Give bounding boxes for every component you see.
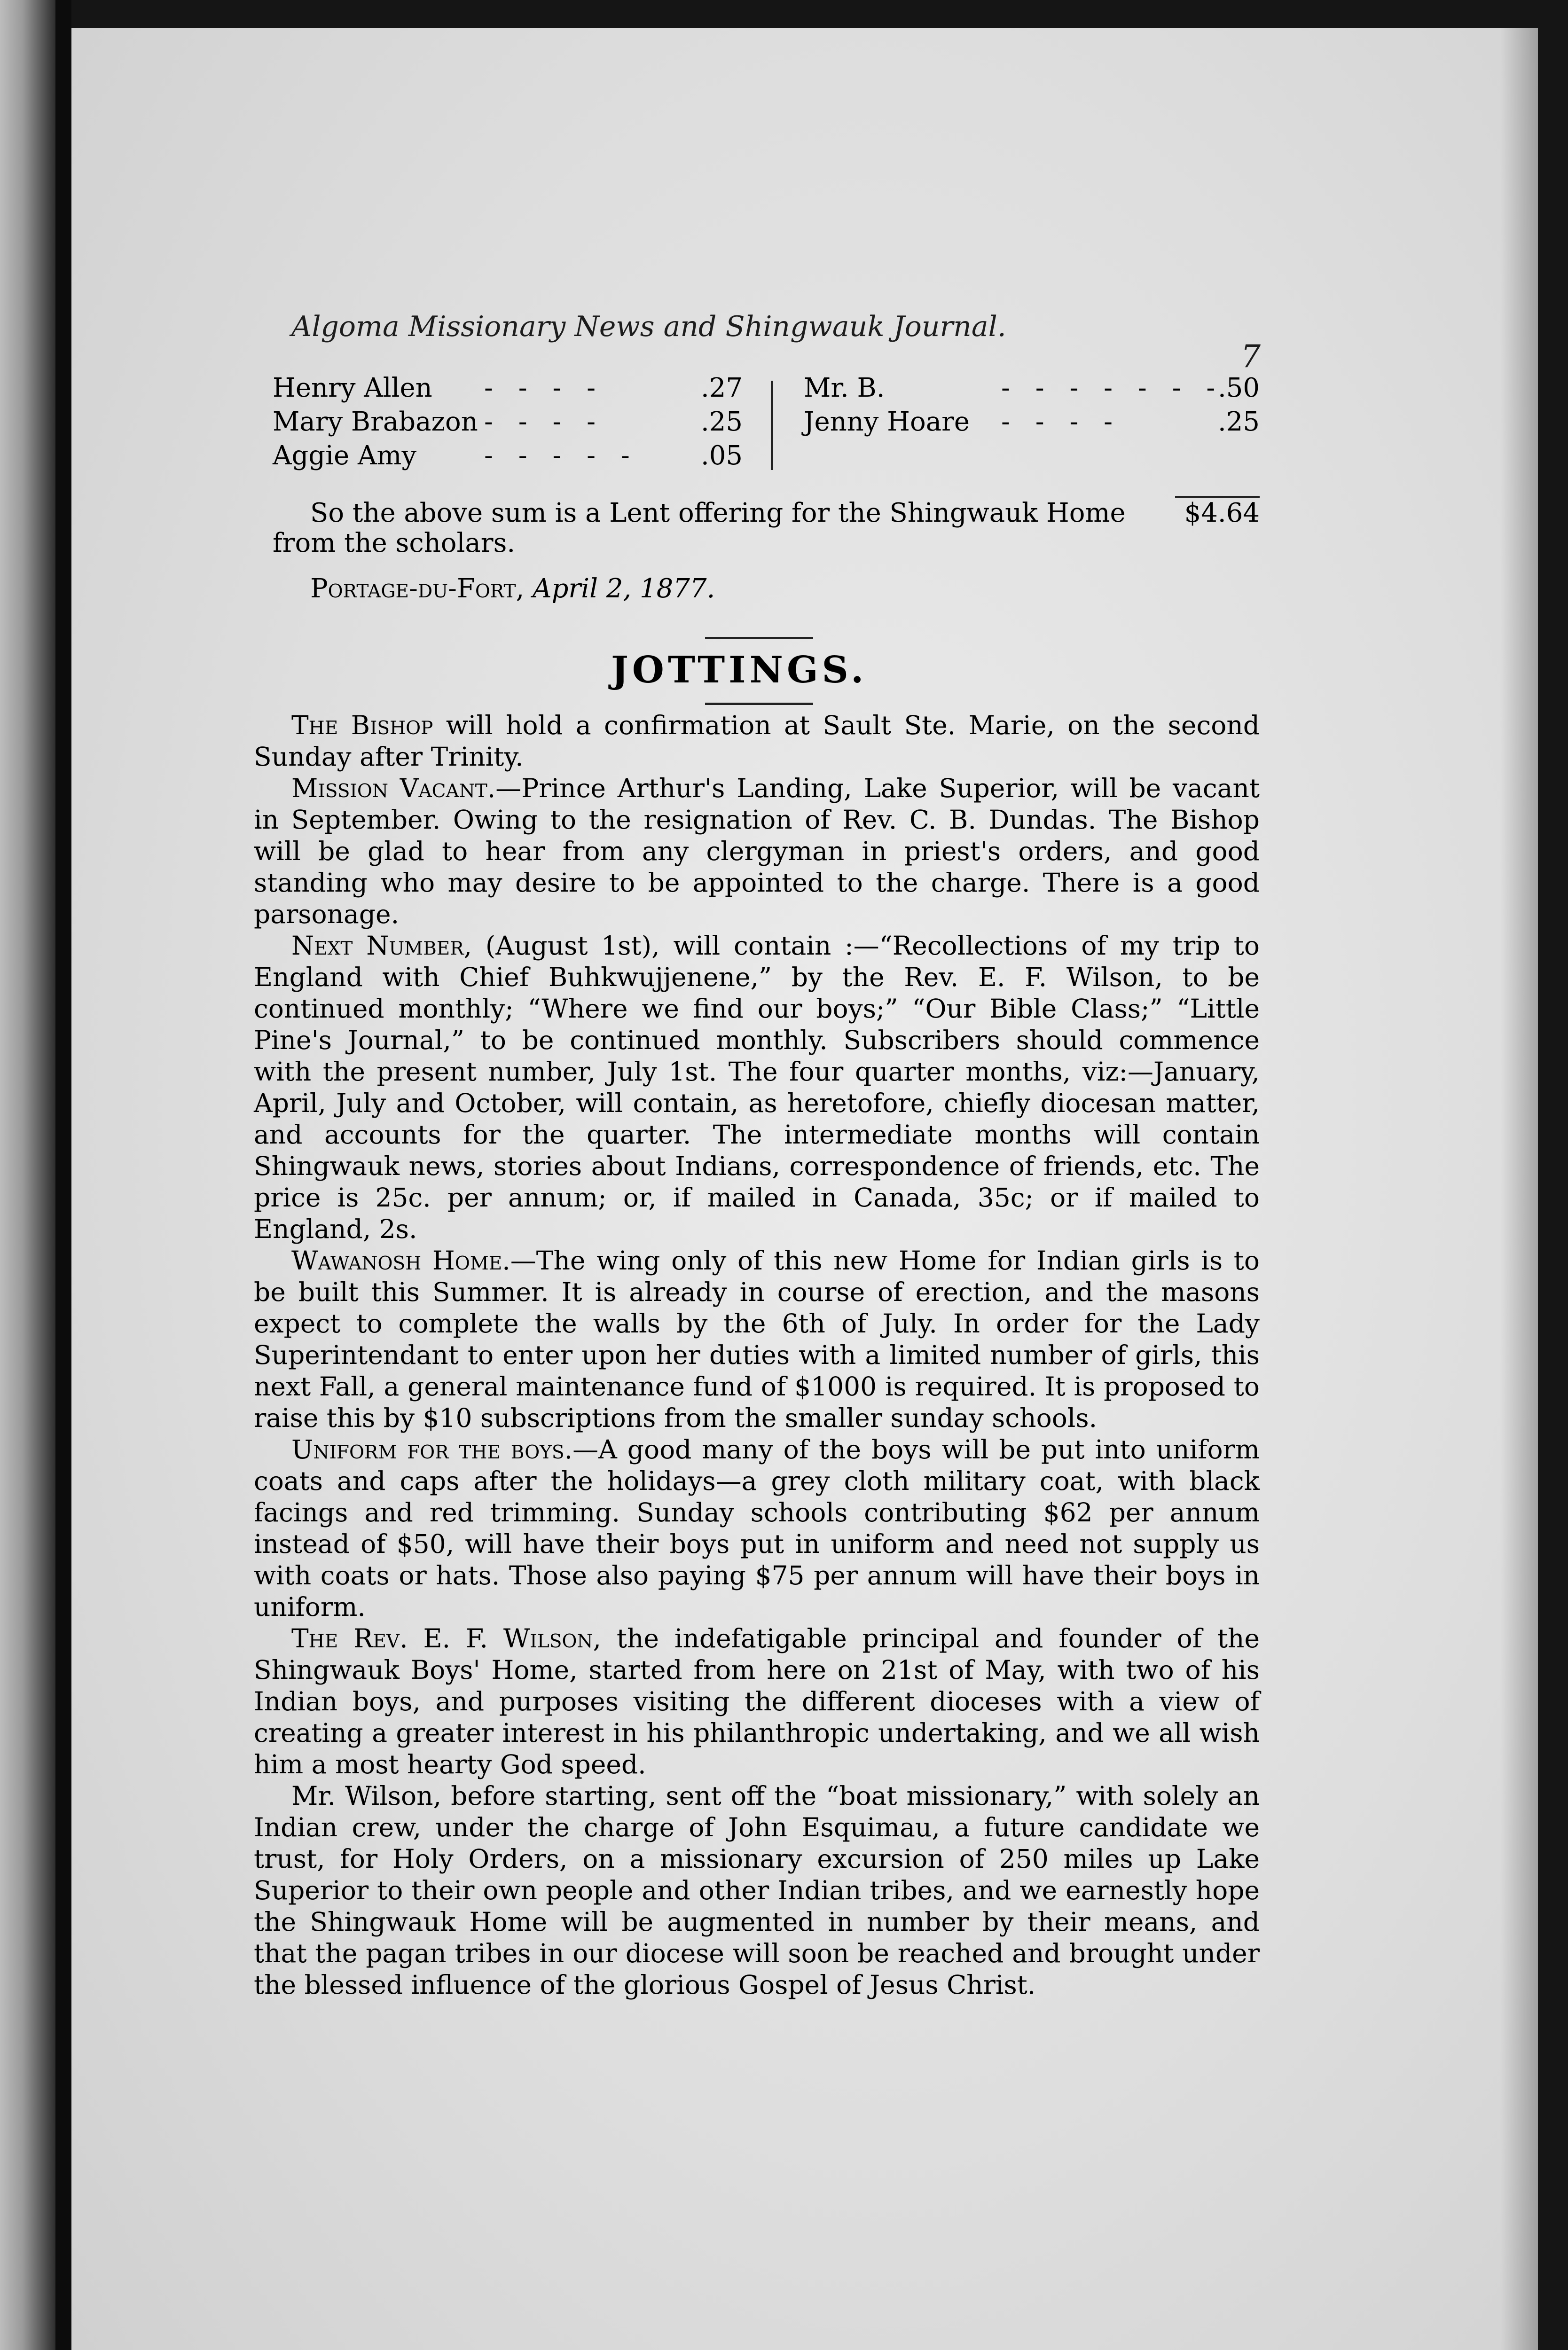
leader-dots: - - - - [1001,407,1121,437]
paragraph-lead: Next Number, [291,931,472,961]
heading-rule-bottom [705,703,813,705]
paragraph-text: (August 1st), will contain :—“Recollections of my trip to England with Chief Buhkwujjenene,” by the Rev. E. F. Wilson, to be continued monthly; “Where we find our boys;” “Our Bible Class;” “Little Pine's Journal,” to be continued monthly. Subscribers should commence with the present number, July 1st. The four quarter months, viz:—January, April, July and October, will contain, as heretofore, chiefly diocesan matter, and accounts for the quarter. The intermediate months will contain Shingwauk news, stories about Indians, correspondence of friends, etc. The price is 25c. per annum; or, if mailed in Canada, 35c; or if mailed to England, 2s. [254,931,1260,1244]
book-spine [55,0,71,2350]
paragraph-lead: The Bishop [291,710,433,740]
paragraph [254,1434,1260,1623]
paragraph-lead: Wawanosh Home. [291,1246,510,1276]
leader-dots: - - - - - - - [1001,373,1224,403]
section-heading: JOTTINGS. [611,649,868,691]
donor-row [804,371,1260,405]
dateline-date: April 2, 1877. [533,573,715,604]
donor-row [273,371,743,405]
column-divider [771,381,773,470]
paragraph-lead: Uniform for the boys. [291,1434,573,1465]
paragraph [254,773,1260,930]
total-amount: $4.64 [1184,498,1260,528]
donor-name: Mary Brabazon [273,407,478,437]
total-paragraph [273,498,1260,558]
paragraph-lead: Mission Vacant. [291,773,496,803]
paragraph [254,1245,1260,1434]
dateline [310,573,715,604]
paragraph-text: —Prince Arthur's Landing, Lake Superior, will be vacant in September. Owing to the resignation of Rev. C. B. Dundas. The Bishop will be glad to hear from any clergyman in priest's orders, and good standing who may desire to be appointed to the charge. There is a good parsonage. [254,773,1260,929]
paragraph [254,930,1260,1245]
paragraph-text: Mr. Wilson, before starting, sent off the “boat missionary,” with solely an Indian crew, under the charge of John Esquimau, a future candidate we trust, for Holy Orders, on a missionary excursion of 250 miles up Lake Superior to their own people and other Indian tribes, and we earnestly hope the Shingwauk Home will be augmented in number by their means, and that the pagan tribes in our diocese will soon be reached and brought under the blessed influence of the glorious Gospel of Jesus Christ. [254,1781,1260,2000]
page-shadow [1500,28,1538,2350]
donor-amount: .25 [700,407,743,437]
donor-name: Jenny Hoare [804,407,970,437]
donor-row [273,439,743,473]
donor-row [804,405,1260,439]
donor-name: Mr. B. [804,373,885,403]
paragraph-text: —The wing only of this new Home for Indian girls is to be built this Summer. It is already in course of erection, and the masons expect to complete the walls by the 6th of July. In order for the Lady Superintendant to enter upon her duties with a limited number of girls, this next Fall, a general maintenance fund of $1000 is required. It is proposed to raise this by $10 subscriptions from the smaller sunday schools. [254,1246,1260,1433]
paragraph-text: —A good many of the boys will be put into uniform coats and caps after the holidays—a grey cloth military coat, with black facings and red trimming. Sunday schools contributing $62 per annum instead of $50, will have their boys put in uniform and need not supply us with coats or hats. Those also paying $75 per annum will have their boys in uniform. [254,1434,1260,1622]
paragraph [254,1623,1260,1780]
leader-dots: - - - - - [484,440,638,471]
donor-amount: .27 [700,373,743,403]
total-text-line1: So the above sum is a Lent offering for the Shingwauk Home [310,498,1126,528]
donor-name: Aggie Amy [273,440,417,471]
page-number: 7 [1241,338,1261,375]
running-head: Algoma Missionary News and Shingwauk Journal. [291,310,1006,343]
leader-dots: - - - - [484,373,604,403]
donor-column-right [804,371,1260,439]
donor-name: Henry Allen [273,373,432,403]
dateline-place: Portage-du-Fort, [310,573,525,604]
paragraph [254,1780,1260,2001]
paragraph [254,710,1260,773]
paragraph-text: will hold a confirmation at Sault Ste. Marie, on the second Sunday after Trinity. [254,710,1260,772]
heading-rule-top [705,637,813,639]
donor-amount: .05 [700,440,743,471]
donor-amount: .25 [1217,407,1260,437]
facing-page-edge [0,0,56,2350]
leader-dots: - - - - [484,407,604,437]
total-text-line2: from the scholars. [273,528,516,558]
donor-amount: .50 [1217,373,1260,403]
donor-row [273,405,743,439]
paragraph-lead: The Rev. E. F. Wilson, [291,1623,602,1653]
donor-list [273,371,1260,479]
jottings-body [254,710,1260,2001]
donor-column-left [273,371,743,473]
paragraph-text: the indefatigable principal and founder of the Shingwauk Boys' Home, started from here on 21st of May, with two of his Indian boys, and purposes visiting the different dioceses with a view of creating a greater interest in his philanthropic undertaking, and we all wish him a most hearty God speed. [254,1623,1260,1779]
